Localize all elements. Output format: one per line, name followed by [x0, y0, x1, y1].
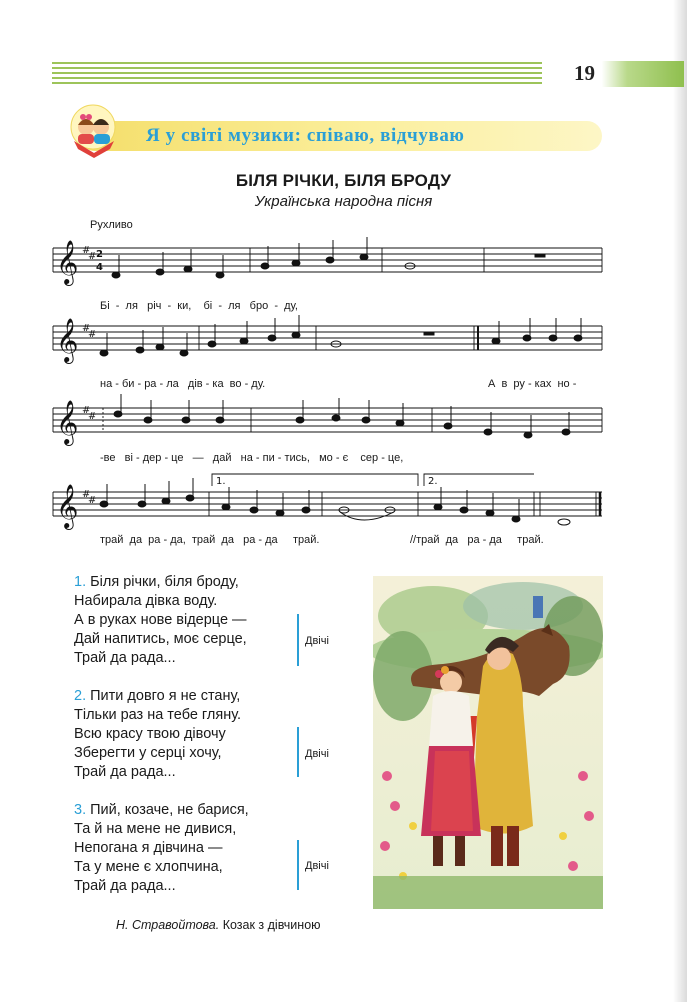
repeat-label: Двічі — [305, 860, 329, 872]
svg-text:𝄞: 𝄞 — [56, 318, 79, 362]
verse-2: 2. Пити довго я не стану, Тільки раз на тебе гляну. Всю красу твою дівочу Зберегти у серці хочу, Трай да рада... — [74, 688, 242, 780]
repeat-label: Двічі — [305, 748, 329, 760]
svg-text:#: # — [88, 251, 97, 262]
repeat-bracket — [297, 614, 299, 666]
svg-text:#: # — [88, 411, 97, 422]
banner-title: Я у світі музики: співаю, відчуваю — [146, 125, 465, 146]
verse-number: 2. — [74, 688, 87, 704]
svg-text:#: # — [82, 405, 91, 416]
svg-text:#: # — [88, 495, 97, 506]
volta-1-label: 1. — [216, 476, 226, 487]
tempo-marking: Рухливо — [90, 219, 133, 231]
svg-text:#: # — [82, 323, 91, 334]
song-title: БІЛЯ РІЧКИ, БІЛЯ БРОДУ — [235, 171, 452, 190]
svg-text:#: # — [82, 489, 91, 500]
page-number: 19 — [574, 61, 595, 85]
verse-number: 3. — [74, 802, 87, 818]
verse-number: 1. — [74, 574, 87, 590]
lyrics-line-2: на - би - ра - ла дів - ка во - ду. — [100, 378, 266, 390]
svg-text:4: 4 — [96, 262, 103, 273]
lyrics-line-3: -ве ві - дер - це — дай на - пи - тись, мо - є сер - це, — [100, 452, 404, 464]
svg-text:#: # — [88, 329, 97, 340]
song-subtitle: Українська народна пісня — [254, 193, 433, 210]
caption-author: Н. Стравойтова. — [116, 918, 220, 932]
lyrics-line-4: трай да ра - да, трай да ра - да трай. — [100, 534, 320, 546]
verse-1: 1. Біля річки, біля броду, Набирала дівка воду. А в руках нове відерце — Дай напитись, моє серце, Трай да рада... — [74, 574, 247, 666]
lyrics-line-4b: //трай да ра - да трай. — [410, 534, 544, 546]
svg-text:𝄞: 𝄞 — [56, 484, 79, 528]
repeat-label: Двічі — [305, 635, 329, 647]
svg-text:2: 2 — [96, 249, 103, 260]
lyrics-line-2b: А в ру - ках но - — [488, 378, 577, 390]
caption-title: Козак з дівчиною — [222, 918, 321, 932]
svg-text:𝄞: 𝄞 — [56, 400, 79, 444]
illustration-caption — [116, 918, 321, 932]
volta-2-label: 2. — [428, 476, 438, 487]
svg-text:𝄞: 𝄞 — [56, 240, 79, 284]
repeat-bracket — [297, 727, 299, 777]
svg-text:#: # — [82, 245, 91, 256]
lyrics-line-1: Бі - ля річ - ки, бі - ля бро - ду, — [100, 300, 298, 312]
verse-3: 3. Пий, козаче, не барися, Та й на мене не дивися, Непогана я дівчина — Та у мене є хлопчина, Трай да рада... — [74, 802, 249, 894]
repeat-bracket — [297, 840, 299, 890]
cossack-and-girl-illustration — [373, 576, 603, 909]
